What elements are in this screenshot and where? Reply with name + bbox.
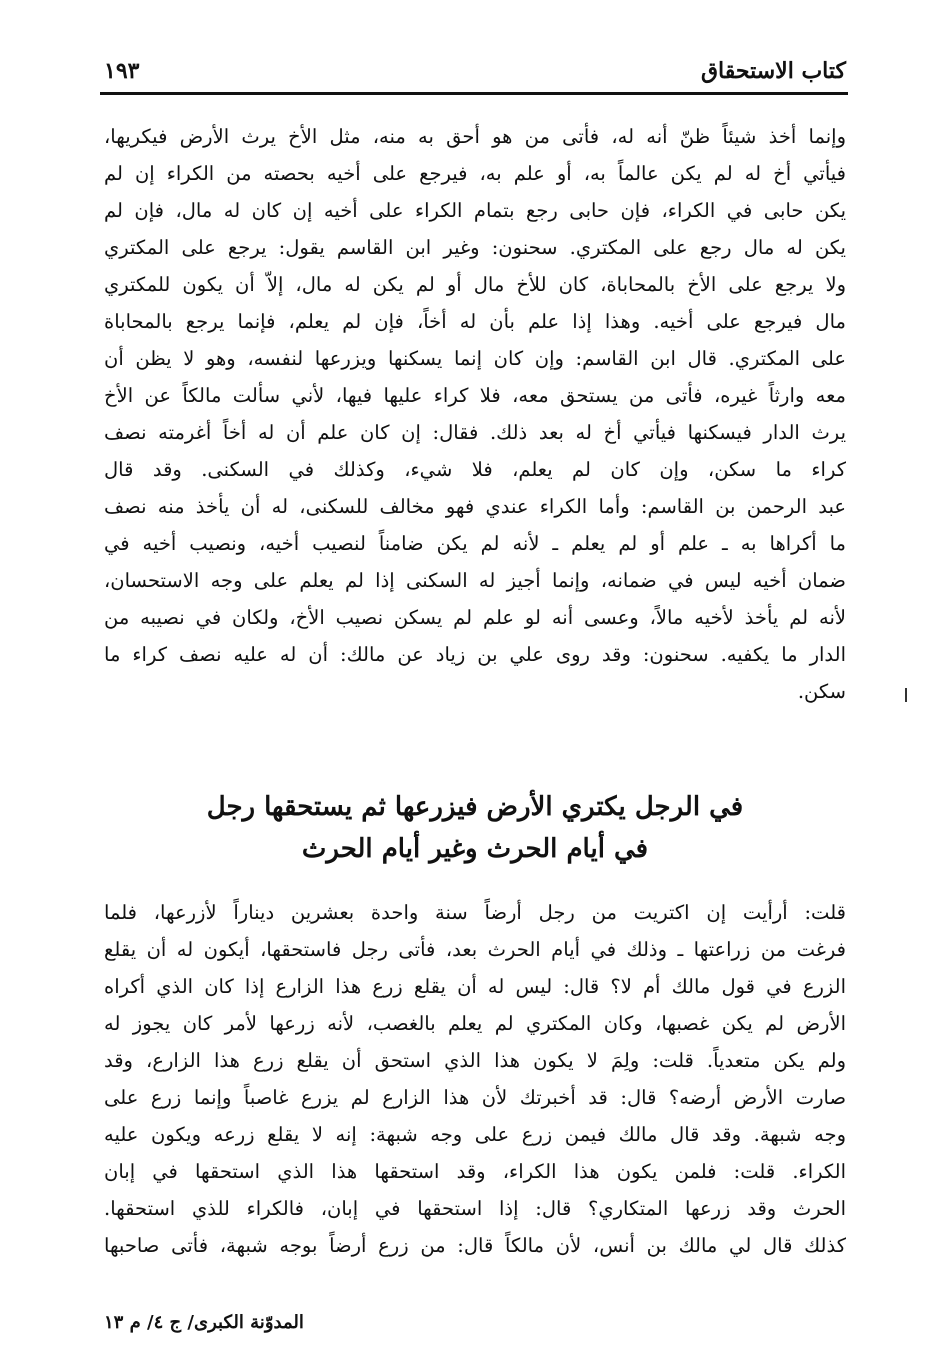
paragraph-1 <box>104 118 846 710</box>
section-heading <box>104 786 846 870</box>
text-line: الحرث وقد زرعها المتكاري؟ قال: إذا استحقها في إبان، فالكراء للذي استحقها. <box>104 1197 846 1220</box>
margin-mark <box>905 688 907 702</box>
text-line: صارت الأرض أرضه؟ قال: قد أخبرتك لأن هذا الزارع لم يزرع غاصباً وإنما زرع على <box>104 1086 846 1109</box>
text-line: الأرض لم يكن غصبها، وكان المكتري لم يعلم بالغصب، لأنه زرعها لأمر كان يجوز له <box>104 1012 846 1035</box>
text-line: الزرع في قول مالك أم لا؟ قال: ليس له أن يقلع زرع هذا الزارع إذا كان الذي أكراه <box>104 975 846 998</box>
text-line: مال فيرجع على أخيه. وهذا إذا علم بأن له أخاً، فإن لم يعلم، فإنما يرجع بالمحاباة <box>104 310 846 333</box>
text-line: معه وارثاً غيره، فأتى من يستحق معه، فلا كراء عليها فيها، لأني سألت مالكاً عن الأخ <box>104 384 846 407</box>
text-line: يكن حابى في الكراء، فإن حابى رجع بتمام الكراء على أخيه إن كان له مال، فإن لم <box>104 199 846 222</box>
text-line: ولا يرجع على الأخ بالمحاباة، كان للأخ مال أو لم يكن له مال، إلاّ أن يكون للمكتري <box>104 273 846 296</box>
page-footer <box>104 1312 846 1346</box>
text-line: ولم يكن متعدياً. قلت: ولِمَ لا يكون هذا الذي استحق أن يقلع زرع هذا الزارع، وقد <box>104 1049 846 1072</box>
text-line: وجه شبهة. وقد قال مالك فيمن زرع على وجه شبهة: إنه لا يقلع زرعه ويكون عليه <box>104 1123 846 1146</box>
text-line: الدار ما يكفيه. سحنون: وقد روى علي بن زياد عن مالك: أن له عليه نصف كراء ما <box>104 643 846 666</box>
text-line: لأنه لم يأخذ لأخيه مالاً، وعسى أنه لو علم لم يسكن نصيب الأخ، ولكان في نصيبه من <box>104 606 846 629</box>
text-line: الكراء. قلت: فلمن يكون هذا الكراء، وقد استحقها هذا الذي استحقها في إبان <box>104 1160 846 1183</box>
running-title: كتاب الاستحقاق <box>700 58 846 84</box>
heading-line: في أيام الحرث وغير أيام الحرث <box>301 834 649 864</box>
text-line: سكن. <box>797 680 846 703</box>
heading-line: في الرجل يكتري الأرض فيزرعها ثم يستحقها رجل <box>206 792 744 822</box>
page-header <box>104 52 846 92</box>
text-line: يكن له مال رجع على المكتري. سحنون: وغير ابن القاسم يقول: يرجع على المكتري <box>104 236 846 259</box>
text-line: وإنما أخذ شيئاً ظنّ أنه له، فأتى من هو أحق به منه، مثل الأخ يرث الأرض فيكريها، <box>104 125 846 148</box>
text-line: كذلك قال لي مالك بن أنس، لأن مالكاً قال: من زرع أرضاً بوجه شبهة، فأتى صاحبها <box>104 1234 846 1257</box>
text-line: قلت: أرأيت إن اكتريت من رجل أرضاً سنة واحدة بعشرين ديناراً لأزرعها، فلما <box>104 901 846 924</box>
text-line: يرث الدار فيسكنها فيأتي أخ له بعد ذلك. فقال: إن كان علم أن له أخاً أغرمته نصف <box>104 421 846 444</box>
text-line: فيأتي أخ له لم يكن عالماً به، أو علم به، فيرجع على أخيه بحصته من الكراء إن لم <box>104 162 846 185</box>
text-line: ضمان أخيه ليس في ضمانه، وإنما أجيز له السكنى إذا لم يعلم على وجه الاستحسان، <box>104 569 846 592</box>
paragraph-2 <box>104 894 846 1264</box>
page-number: ١٩٣ <box>104 58 140 84</box>
text-line: فرغت من زراعتها ـ وذلك في أيام الحرث بعد، فأتى رجل فاستحقها، أيكون له أن يقلع <box>104 938 846 961</box>
header-rule <box>100 92 848 95</box>
text-line: عبد الرحمن بن القاسم: وأما الكراء عندي فهو مخالف للسكنى، له أن يأخذ منه نصف <box>104 495 846 518</box>
text-line: ما أكراها به ـ علم أو لم يعلم ـ لأنه لم يكن ضامناً لنصيب أخيه، ونصيب أخيه في <box>104 532 846 555</box>
signature-mark: المدوّنة الكبرى/ ج ٤/ م ١٣ <box>104 1312 304 1333</box>
text-line: على المكتري. قال ابن القاسم: وإن كان إنما يسكنها ويزرعها لنفسه، وهو لا يظن أن <box>104 347 846 370</box>
text-line: كراء ما سكن، وإن كان لم يعلم، فلا شيء، وكذلك في السكنى. وقد قال <box>104 458 846 481</box>
